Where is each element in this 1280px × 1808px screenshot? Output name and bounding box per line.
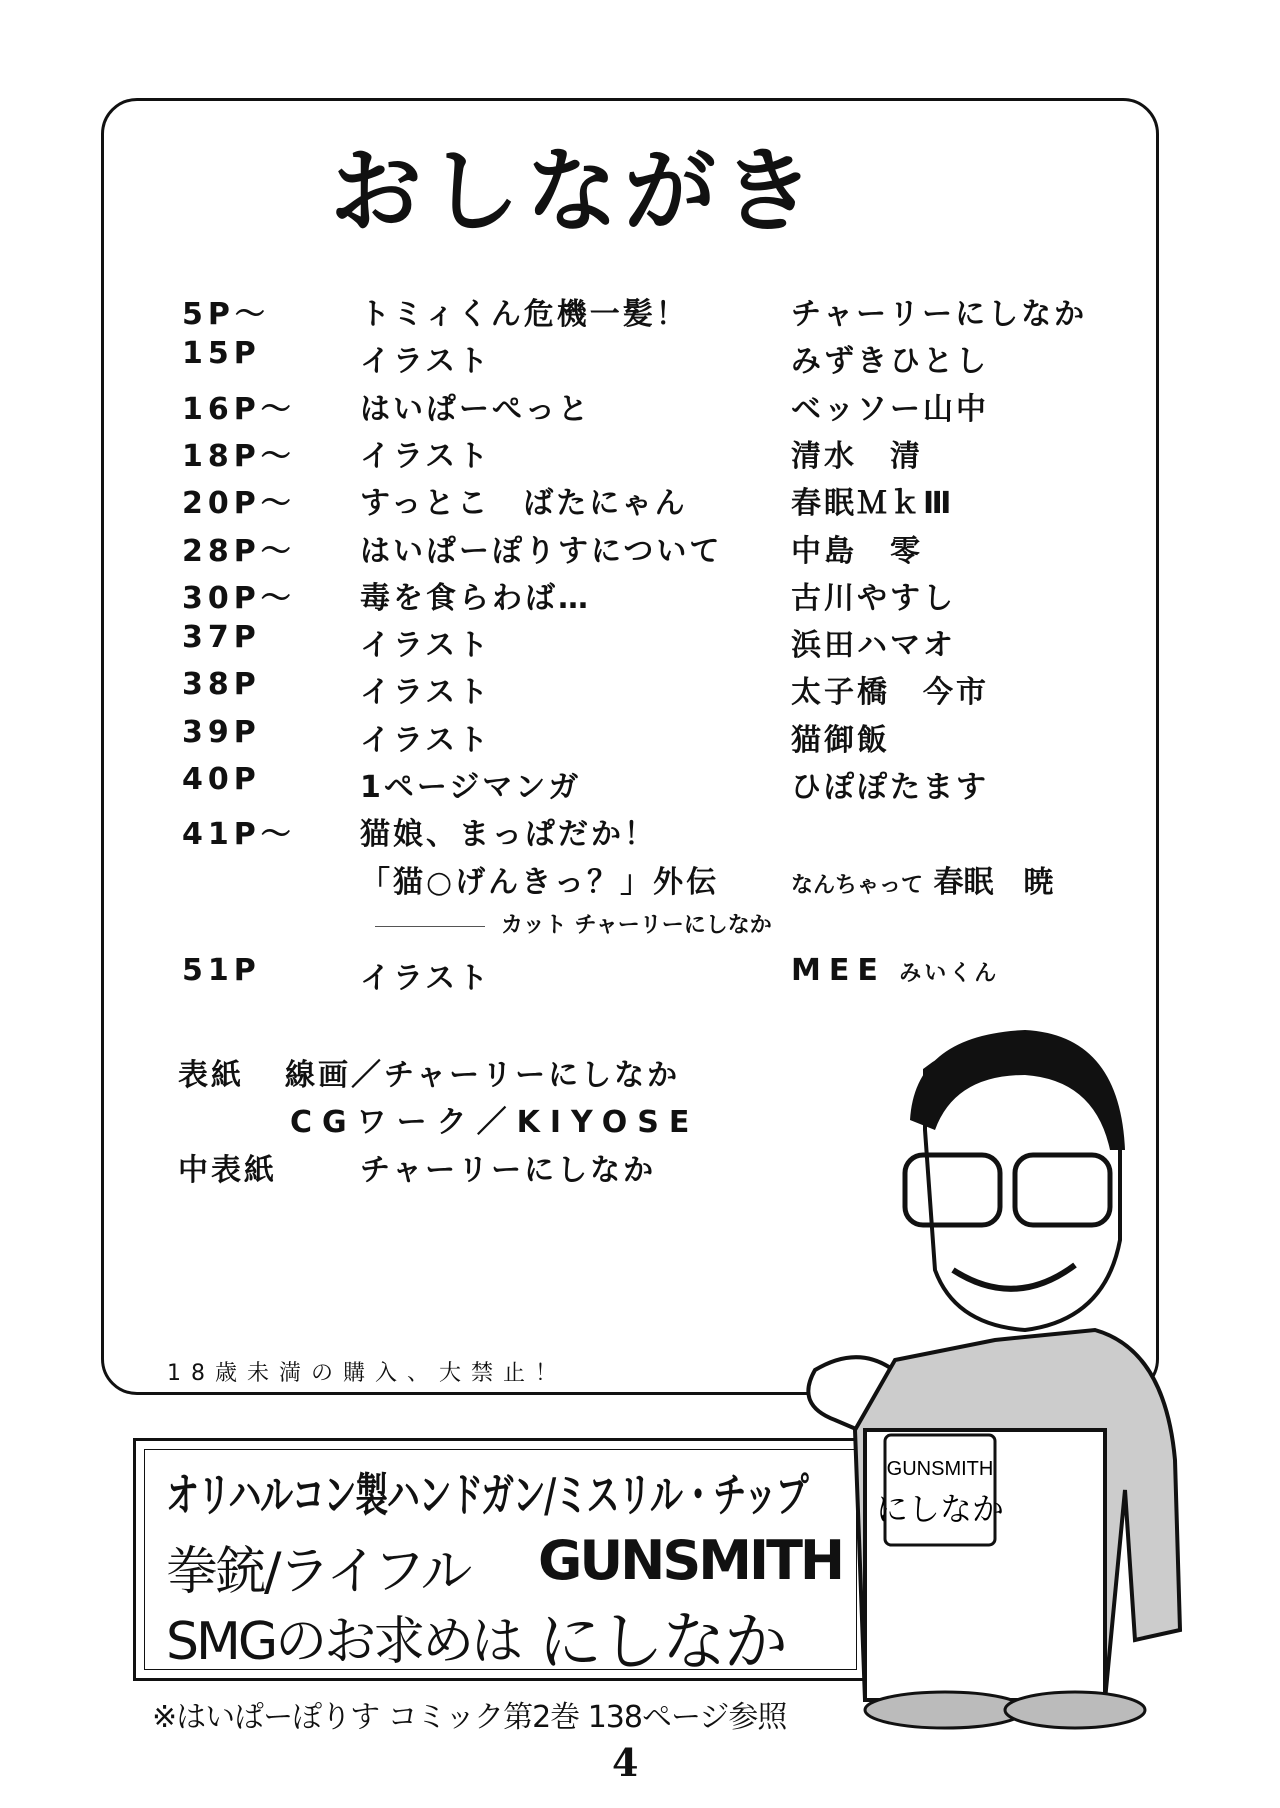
entry-title: はいぱーぺっと [360, 391, 591, 427]
page-number-label: 51P [182, 953, 261, 988]
ad-brand-name: にしなか [538, 1606, 786, 1680]
author-name: MEE [791, 953, 886, 988]
page-number-label: 5P～ [182, 297, 270, 332]
entry-title: トミィくん危機一髪！ [360, 297, 689, 332]
ad-line-2: 拳銃/ライフル [166, 1542, 470, 1602]
page-number-label: 39P [182, 714, 261, 750]
entry-title: イラスト [360, 438, 492, 474]
author-suffix: みいくん [899, 961, 1000, 986]
ad-line-3: SMGのお求めは [166, 1612, 521, 1672]
page-number-label: 20P～ [182, 486, 296, 522]
gunsmith-character-illustration [775, 1010, 1195, 1734]
cut-credit [375, 908, 772, 939]
entry-author: 清水 清 [791, 438, 923, 474]
entry-subtitle: 「猫○げんきっ？」外伝 [360, 865, 720, 900]
entry-author: 古川やすし [791, 580, 956, 616]
entry-title: はいぱーぽりすについて [360, 533, 723, 569]
page-number-label: 28P～ [182, 533, 296, 569]
entry-title: イラスト [360, 675, 492, 711]
inner-cover-label: 中表紙 [178, 1153, 277, 1188]
author-name: 春眠 暁 [933, 865, 1054, 900]
page-number-label: 30P～ [182, 580, 296, 616]
entry-author: みずきひとし [791, 344, 989, 380]
cut-credit-text: カット チャーリーにしなか [501, 913, 772, 938]
entry-title: すっとこ ばたにゃん [360, 486, 688, 522]
page-number-label: 40P [182, 762, 261, 797]
cover-cg-work: CGワーク／KIYOSE [290, 1105, 700, 1140]
ad-brand: GUNSMITH [538, 1529, 843, 1592]
entry-title: イラスト [360, 628, 492, 664]
character-drawing [775, 1010, 1195, 1730]
entry-author: 浜田ハマオ [791, 628, 956, 664]
sign-line-1: GUNSMITH [886, 1458, 994, 1480]
page-number: 4 [612, 1740, 639, 1785]
entry-author [791, 857, 1053, 901]
author-prefix: なんちゃって [791, 873, 924, 898]
entry-author: 猫御飯 [791, 722, 890, 758]
entry-title: イラスト [360, 961, 492, 996]
page-number-label: 15P [182, 336, 261, 372]
cover-line-art: 線画／チャーリーにしなか [285, 1058, 681, 1093]
page-number-label: 18P～ [182, 438, 296, 474]
ad-headline: オリハルコン製ハンドガン/ミスリル・チップ [166, 1468, 808, 1522]
entry-title: 猫娘、まっぱだか！ [360, 817, 657, 853]
page-number-label: 37P [182, 620, 261, 656]
footnote: ※はいぱーぽりす コミック第2巻 138ページ参照 [152, 1700, 787, 1735]
entry-author: 中島 零 [791, 533, 923, 569]
entry-title: イラスト [360, 722, 492, 758]
page-number-label: 16P～ [182, 391, 296, 427]
inner-cover-author: チャーリーにしなか [360, 1153, 657, 1188]
divider [375, 926, 485, 927]
age-notice: 18歳未満の購入、大禁止！ [167, 1361, 567, 1386]
entry-title: 毒を食らわば… [360, 580, 591, 616]
entry-title: イラスト [360, 344, 492, 380]
entry-author: ひぽぽたます [791, 770, 989, 805]
page-number-label: 38P [182, 667, 261, 703]
cover-label: 表紙 [178, 1058, 244, 1093]
sign-line-2: にしなか [875, 1490, 1005, 1528]
entry-author [791, 953, 999, 988]
entry-author: チャーリーにしなか [791, 297, 1088, 332]
entry-author: ベッソー山中 [791, 391, 989, 427]
entry-author: 春眠ＭｋⅢ [791, 486, 955, 522]
entry-title: 1ページマンガ [360, 770, 582, 805]
advertisement-box [133, 1438, 868, 1681]
page-number-label: 41P～ [182, 817, 296, 853]
page-title: おしながき [330, 138, 821, 245]
entry-author: 太子橋 今市 [791, 675, 989, 711]
